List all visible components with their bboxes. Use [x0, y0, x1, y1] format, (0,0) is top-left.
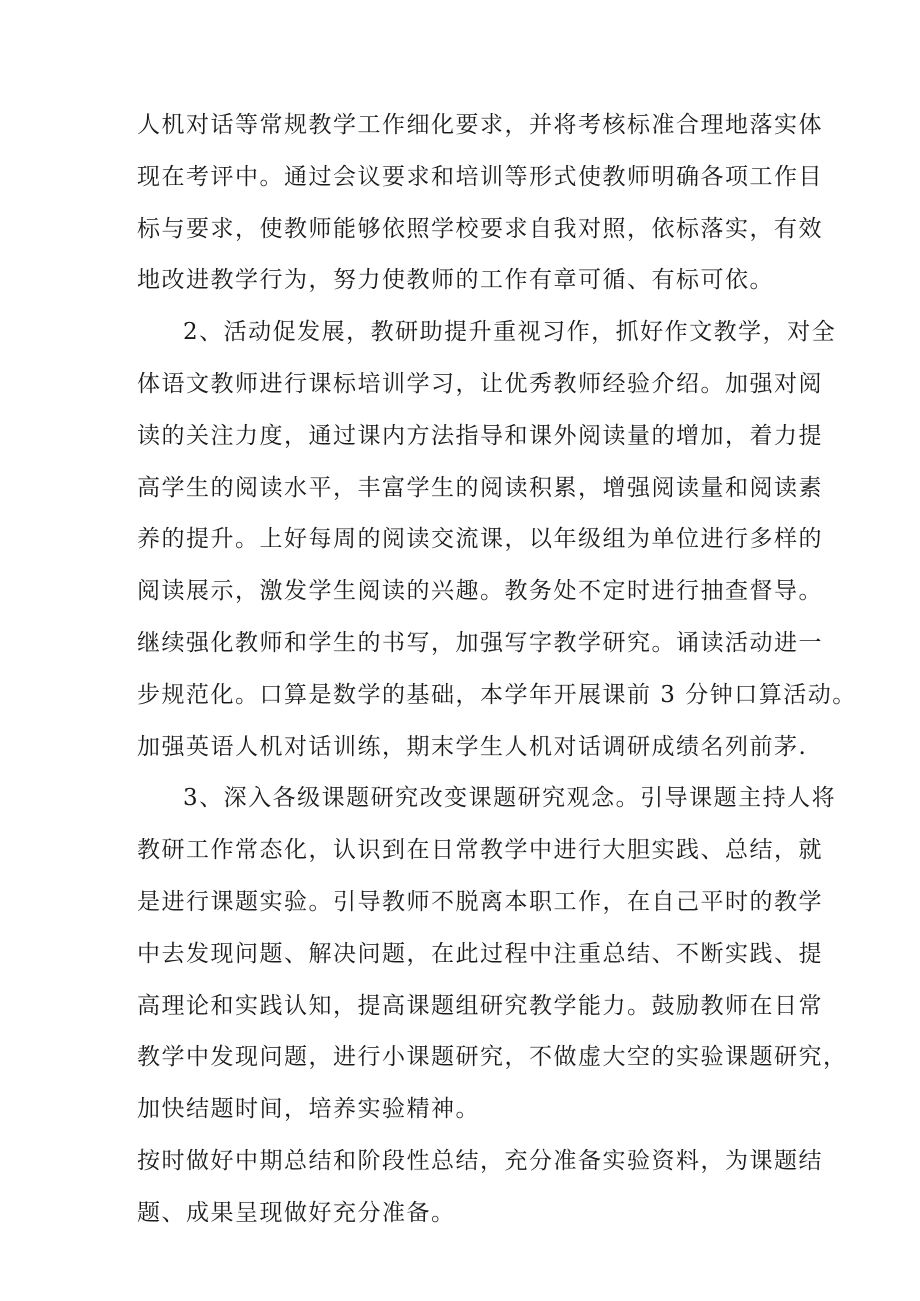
text-line: 题、成果呈现做好充分准备。: [137, 1199, 456, 1226]
text-line: 现在考评中。通过会议要求和培训等形式使教师明确各项工作目: [137, 163, 823, 190]
text-line: 加快结题时间，培养实验精神。: [137, 1096, 480, 1123]
text-line: 按时做好中期总结和阶段性总结，充分准备实验资料，为课题结: [137, 1147, 823, 1174]
text-line: 标与要求，使教师能够依照学校要求自我对照，依标落实，有效: [137, 215, 823, 242]
text-line: 是进行课题实验。引导教师不脱离本职工作，在自己平时的教学: [137, 888, 823, 915]
text-line: 高理论和实践认知，提高课题组研究教学能力。鼓励教师在日常: [137, 992, 823, 1019]
text-line: 养的提升。上好每周的阅读交流课，以年级组为单位进行多样的: [137, 526, 823, 553]
text-line: 中去发现问题、解决问题，在此过程中注重总结、不断实践、提: [137, 940, 823, 967]
paragraph-3-start: 3、深入各级课题研究改变课题研究观念。引导课题主持人将: [183, 785, 837, 812]
text-line: 人机对话等常规教学工作细化要求，并将考核标准合理地落实体: [137, 112, 823, 138]
text-line: 地改进教学行为，努力使教师的工作有章可循、有标可依。: [137, 267, 774, 294]
text-line: 教学中发现问题，进行小课题研究，不做虚大空的实验课题研究，: [137, 1044, 848, 1071]
text-line: 高学生的阅读水平，丰富学生的阅读积累，增强阅读量和阅读素: [137, 474, 823, 501]
text-line: 步规范化。口算是数学的基础，本学年开展课前 3 分钟口算活动。: [137, 681, 857, 708]
text-line: 加强英语人机对话训练，期末学生人机对话调研成绩名列前茅.: [137, 733, 808, 760]
text-line: 教研工作常态化，认识到在日常教学中进行大胆实践、总结，就: [137, 837, 823, 864]
text-line: 体语文教师进行课标培训学习，让优秀教师经验介绍。加强对阅: [137, 370, 823, 397]
text-line: 读的关注力度，通过课内方法指导和课外阅读量的增加，着力提: [137, 422, 823, 449]
paragraph-2-start: 2、活动促发展，教研助提升重视习作，抓好作文教学，对全: [183, 319, 837, 346]
text-line: 阅读展示，激发学生阅读的兴趣。教务处不定时进行抽查督导。: [137, 578, 823, 605]
text-line: 继续强化教师和学生的书写，加强写字教学研究。诵读活动进一: [137, 629, 823, 656]
document-body: [137, 100, 857, 1240]
